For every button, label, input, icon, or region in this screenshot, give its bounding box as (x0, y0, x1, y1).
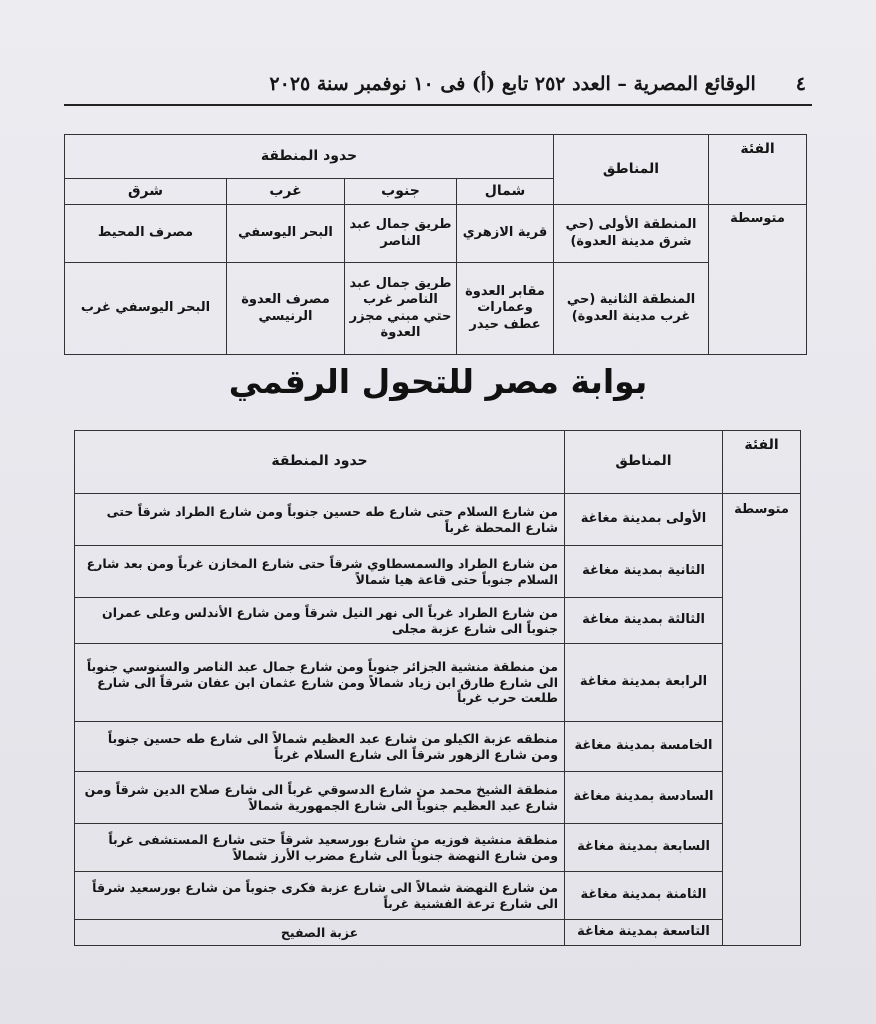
table-row (75, 546, 801, 598)
zone-cell: الرابعة بمدينة مغاغة (565, 644, 723, 722)
boundaries-header: حدود المنطقة (75, 431, 565, 494)
table-row (75, 494, 801, 546)
boundary-cell: منطقة منشية فوزيه من شارع بورسعيد شرقاً حتى شارع المستشفى غرباً ومن شارع النهضة جنوباً الى شارع مضرب الأرز شمالاً (75, 824, 565, 872)
zone-cell: الثامنة بمدينة مغاغة (565, 872, 723, 920)
zone-cell: الثانية بمدينة مغاغة (565, 546, 723, 598)
boundary-cell: منطقة الشيخ محمد من شارع الدسوقي غرباً الى شارع صلاح الدين شرقاً ومن شارع عبد العظيم جنوباً الى شارع الجمهورية شمالاً (75, 772, 565, 824)
table-row (65, 205, 807, 263)
city-zones-table (64, 134, 807, 355)
boundary-cell: من منطقة منشية الجزائر جنوباً ومن شارع جمال عبد الناصر والسنوسي جنوباً الى شارع طارق ابن زياد شمالاً ومن شارع عثمان ابن عفان شرقاً الى شارع طلعت حرب غرباً (75, 644, 565, 722)
table-row (75, 598, 801, 644)
areas-header: المناطق (565, 431, 723, 494)
category-cell: متوسطة (709, 205, 807, 355)
boundary-cell: من شارع السلام حتى شارع طه حسين جنوباً ومن شارع الطراد شرقاً حتى شارع المحطة غرباً (75, 494, 565, 546)
page-number: ٤ (795, 73, 806, 95)
category-cell: متوسطة (723, 494, 801, 946)
zone-cell: السابعة بمدينة مغاغة (565, 824, 723, 872)
east-header: شرق (65, 179, 227, 205)
south-cell: طريق جمال عبد الناصر (345, 205, 457, 263)
gazette-title: الوقائع المصرية – العدد ٢٥٢ تابع (أ) فى ١٠ نوفمبر سنة ٢٠٢٥ (269, 73, 756, 95)
area-cell: المنطقة الأولى (حي شرق مدينة العدوة) (554, 205, 709, 263)
zone-cell: الأولى بمدينة مغاغة (565, 494, 723, 546)
west-cell: مصرف العدوة الرنيسي (227, 263, 345, 355)
boundary-cell: من شارع النهضة شمالاً الى شارع عزبة فكرى جنوباً من شارع بورسعيد شرقاً الى شارع ترعة الفشنية غرباً (75, 872, 565, 920)
page-header (70, 70, 806, 98)
west-cell: البحر اليوسفي (227, 205, 345, 263)
south-cell: طريق جمال عبد الناصر غرب حتي مبني مجزر العدوة (345, 263, 457, 355)
boundary-cell: من شارع الطراد غرباً الى نهر النيل شرقاً ومن شارع الأندلس وعلى عمران جنوباً الى شارع عزبة مجلى (75, 598, 565, 644)
north-cell: مقابر العدوة وعمارات عطف حيدر (457, 263, 554, 355)
north-header: شمال (457, 179, 554, 205)
table-row (75, 772, 801, 824)
west-header: غرب (227, 179, 345, 205)
south-header: جنوب (345, 179, 457, 205)
table-row (75, 644, 801, 722)
table-row (75, 824, 801, 872)
boundaries-header: حدود المنطقة (65, 135, 554, 179)
zone-cell: الثالثة بمدينة مغاغة (565, 598, 723, 644)
maghagha-zones-table (74, 430, 801, 946)
boundary-cell: عزبة الصفيح (75, 920, 565, 946)
table-row (65, 263, 807, 355)
watermark-text: بوابة مصر للتحول الرقمي (228, 362, 648, 401)
zone-cell: التاسعة بمدينة مغاغة (565, 920, 723, 946)
area-cell: المنطقة الثانية (حي غرب مدينة العدوة) (554, 263, 709, 355)
east-cell: مصرف المحيط (65, 205, 227, 263)
boundary-cell: من شارع الطراد والسمسطاوي شرقاً حتى شارع المخازن غرباً ومن بعد شارع السلام جنوباً حتى قاعة هيا شمالاً (75, 546, 565, 598)
north-cell: قرية الازهري (457, 205, 554, 263)
areas-header: المناطق (554, 135, 709, 205)
header-rule (64, 104, 812, 106)
category-header: الفئة (709, 135, 807, 205)
zone-cell: الخامسة بمدينة مغاغة (565, 722, 723, 772)
table-row (75, 872, 801, 920)
boundary-cell: منطقه عزبة الكيلو من شارع عبد العظيم شمالاً الى شارع طه حسين جنوباً ومن شارع الزهور شرقاً الى شارع السلام غرباً (75, 722, 565, 772)
east-cell: البحر اليوسفي غرب (65, 263, 227, 355)
table-row (75, 722, 801, 772)
category-header: الفئة (723, 431, 801, 494)
table-row (75, 920, 801, 946)
zone-cell: السادسة بمدينة مغاغة (565, 772, 723, 824)
